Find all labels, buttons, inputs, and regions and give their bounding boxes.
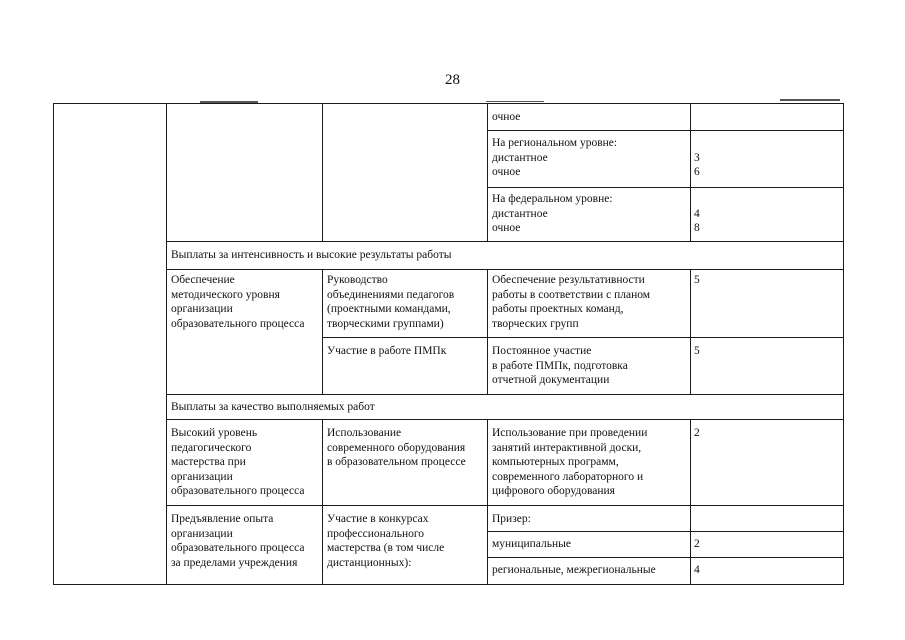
cell-line: профессионального <box>327 527 425 540</box>
experience-municipal-score <box>694 537 700 552</box>
cell-line: образовательного процесса <box>171 485 305 498</box>
cell-line: объединениями педагогов <box>327 288 455 301</box>
pedagogical-criterion <box>171 426 305 499</box>
cell-line: мастерства при <box>171 456 246 469</box>
cell-line: (проектными командами, <box>327 303 451 316</box>
experience-indicator <box>327 512 444 570</box>
cell-line: образовательного процесса <box>171 542 305 555</box>
continuation-mode-text <box>492 110 520 125</box>
cell-line: Обеспечение <box>171 274 235 286</box>
cell-line: На федеральном уровне: <box>492 193 613 205</box>
cell-line: методического уровня <box>171 288 280 301</box>
cell-line: дистантное <box>492 151 548 164</box>
federal-level-text <box>492 192 613 236</box>
federal-score <box>694 207 700 236</box>
experience-prize-label <box>492 512 531 527</box>
methodical-indicator <box>327 273 454 331</box>
cell-line: 5 <box>694 345 700 357</box>
cell-line: Постоянное участие <box>492 345 592 357</box>
cell-line: работы в соответствии с планом <box>492 288 651 301</box>
experience-municipal-label <box>492 537 571 552</box>
cell-line: Руководство <box>327 274 388 286</box>
cell-line: очное <box>492 166 521 179</box>
cell-line: в образовательном процессе <box>327 456 466 469</box>
cell-line: компьютерных программ, <box>492 456 619 469</box>
cell-line: Призер: <box>492 513 531 525</box>
cell-line: организации <box>171 470 233 483</box>
cell-line: Высокий уровень <box>171 427 258 439</box>
cell-line: Использование <box>327 427 402 439</box>
experience-regional-label <box>492 563 656 578</box>
cell-line: Предъявление опыта <box>171 513 274 525</box>
cell-line: современного оборудования <box>327 441 466 454</box>
regional-level-text <box>492 136 617 180</box>
cell-line: отчетной документации <box>492 374 610 387</box>
cell-line: 8 <box>694 222 700 235</box>
cell-line: 3 <box>694 151 700 164</box>
cell-line: региональные, межрегиональные <box>492 564 656 576</box>
cell-line: творческими группами) <box>327 317 444 330</box>
cell-line: 2 <box>694 538 700 550</box>
cell-line: мастерства (в том числе <box>327 542 445 555</box>
cell-line: Использование при проведении <box>492 427 648 439</box>
cell-line: 2 <box>694 427 700 439</box>
pmpk-indicator <box>327 344 446 359</box>
cell-line: 6 <box>694 166 700 179</box>
cell-line: Участие в работе ПМПк <box>327 345 447 357</box>
cell-line: муниципальные <box>492 538 571 550</box>
cell-line: цифрового оборудования <box>492 485 615 498</box>
pmpk-score <box>694 344 700 359</box>
cell-line: в работе ПМПк, подготовка <box>492 359 628 372</box>
cell-line: дистантное <box>492 207 548 220</box>
pedagogical-indicator <box>327 426 466 470</box>
cell-line: Участие в конкурсах <box>327 513 429 525</box>
experience-criterion <box>171 512 305 570</box>
section-heading-intensity: Выплаты за интенсивность и высокие результаты работы <box>171 249 452 261</box>
methodical-criterion <box>171 273 305 331</box>
section-heading-quality: Выплаты за качество выполняемых работ <box>171 401 375 413</box>
cell-line: педагогического <box>171 441 252 454</box>
cell-line: очное <box>492 222 521 235</box>
cell-line: На региональном уровне: <box>492 137 618 149</box>
cell-line: организации <box>171 303 233 316</box>
cell-line: за пределами учреждения <box>171 556 298 569</box>
cell-line: 4 <box>694 564 700 576</box>
cell-line: очное <box>492 111 521 123</box>
pedagogical-description <box>492 426 647 499</box>
cell-line: работы проектных команд, <box>492 303 624 316</box>
pmpk-description <box>492 344 628 388</box>
cell-line: образовательного процесса <box>171 317 305 330</box>
cell-line: современного лабораторного и <box>492 470 644 483</box>
cell-line: творческих групп <box>492 317 579 330</box>
cell-line: 4 <box>694 207 700 220</box>
regional-score <box>694 151 700 180</box>
cell-line: организации <box>171 527 233 540</box>
experience-regional-score <box>694 563 700 578</box>
methodical-score <box>694 273 700 288</box>
cell-line: Обеспечение результативности <box>492 274 645 286</box>
page-number: 28 <box>445 72 460 88</box>
cell-line: 5 <box>694 274 700 286</box>
pedagogical-score <box>694 426 700 441</box>
cell-line: занятий интерактивной доски, <box>492 441 642 454</box>
methodical-description <box>492 273 650 331</box>
cell-line: дистанционных): <box>327 556 412 569</box>
